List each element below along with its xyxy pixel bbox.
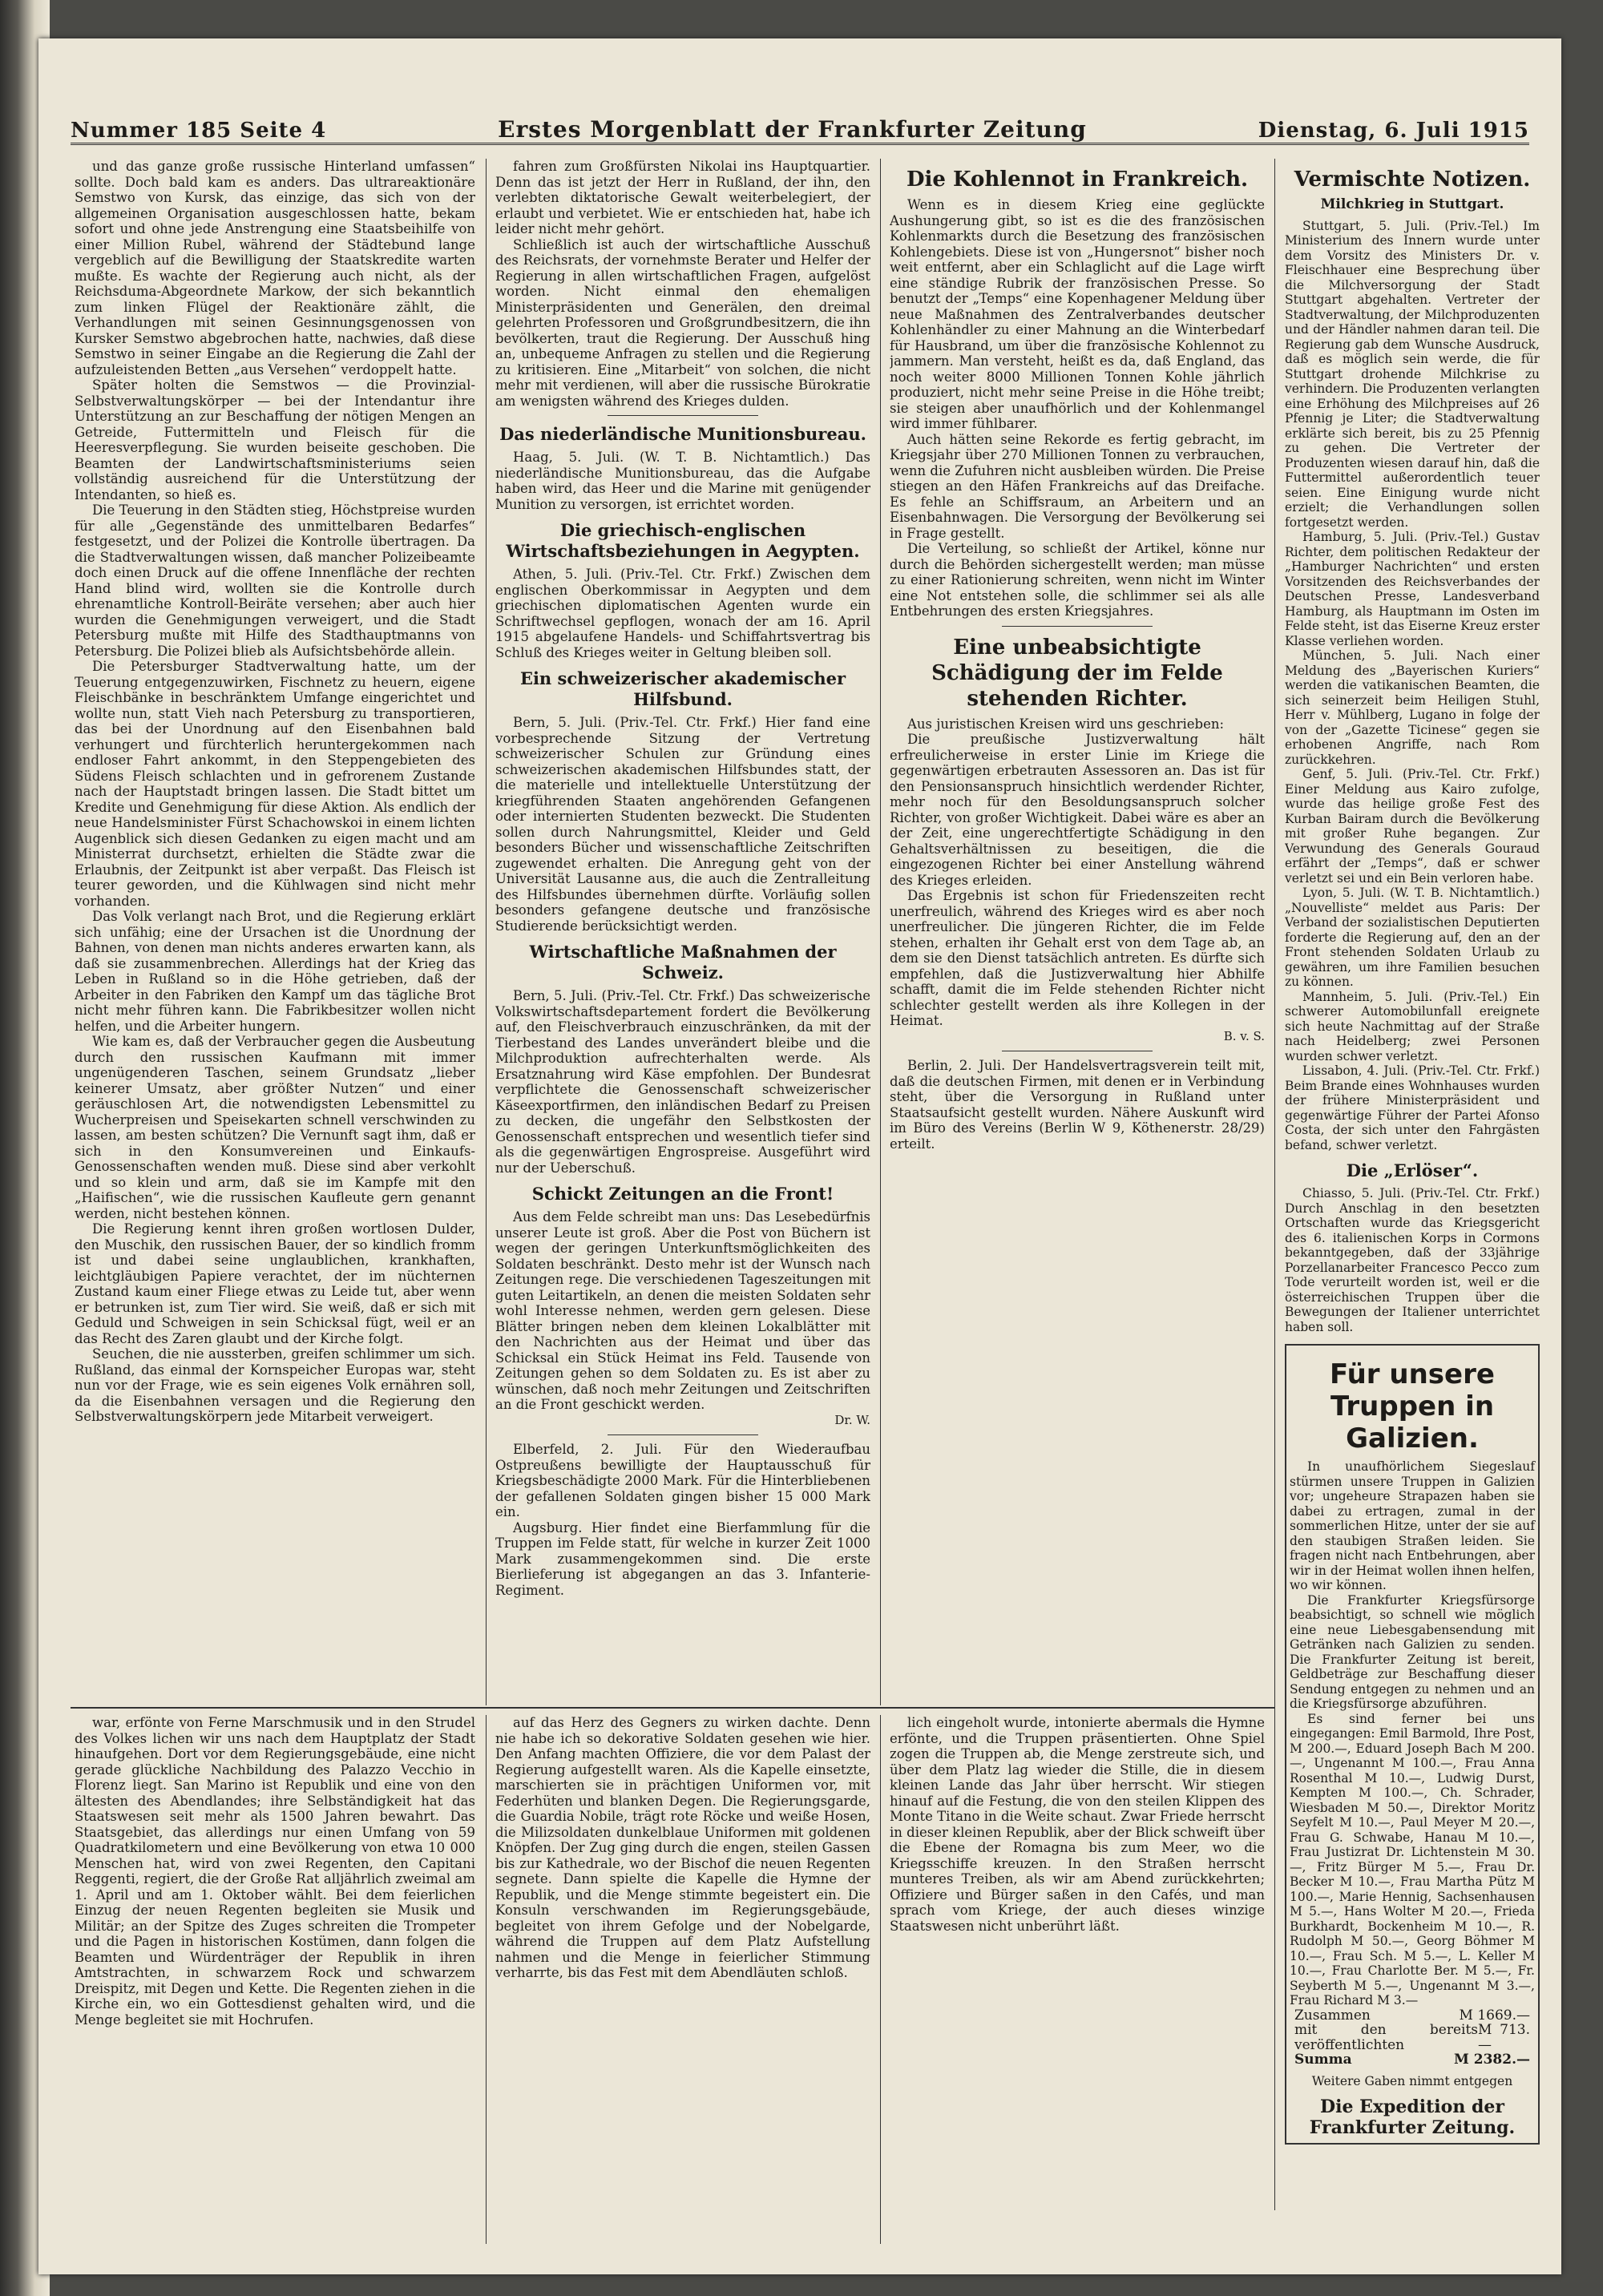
headline-erloeser: Die „Erlöser“.	[1346, 1160, 1479, 1180]
article-paragraph: Haag, 5. Juli. (W. T. B. Nichtamtlich.) Das niederländische Munitionsbureau, das die Aufgabe haben wird, das Heer und die Marine mit genügender Munition zu versorgen, ist errichtet worden.	[495, 450, 870, 512]
article-paragraph: fahren zum Großfürsten Nikolai ins Hauptquartier. Denn das ist jetzt der Herr in Rußland, der ihn, den verlebten diktatorische Gewalt weiterbelegiert, der erlaubt und verbietet. Wie er entschieden hat, habe ich leider nicht mehr gehört.	[495, 159, 870, 236]
lower-column-2	[495, 1715, 870, 2244]
article-paragraph: Bern, 5. Juli. (Priv.-Tel. Ctr. Frkf.) Das schweizerische Volkswirtschaftsdepartement fordert die Bevölkerung auf, den Fleischverbrauch einzuschränken, da mit der Tierbestand des Landes unverändert bleibe und die Milchproduktion aufrechterhalten werde. Als Ersatznahrung wird Käse empfohlen. Der Bundesrat verpflichtete die Genossenschaft schweizerischer Käseexportfirmen, den inländischen Bedarf zu Preisen zu decken, die ungefähr den Selbstkosten der Genossenschaft entsprechen und wesentlich tiefer sind als die gegenwärtigen Engrospreise. Ausgeführt wird nur der Ueberschuß.	[495, 988, 870, 1176]
headline-truppen-galizien: Für unsere Truppen in Galizien.	[1330, 1358, 1495, 1455]
column-rule	[880, 1715, 881, 2244]
article-paragraph: und das ganze große russische Hinterland umfassen“ sollte. Doch bald kam es anders. Das ultrareaktionäre Semstwo von Kursk, das einzige, das sich von der allgemeinen Organisation ausgeschlossen hatte, bekam sofort und ohne jede Anstrengung eine Staatsbeihilfe von einer Million Rubel, während der Städtebund lange vergeblich auf die Bewilligung der Staatskredite warten mußte. Es wachte der Regierung auch nicht, als der Reichsduma-Abgeordnete Markow, der sich bekanntlich zum linken Flügel der Reaktionäre zählt, die Verhandlungen mit seinen Gesinnungsgenossen von Kursker Semstwo abgebrochen hatte, nachwies, daß diese Semstwo in seiner Eingabe an die Regierung die Zahl der aufzuleistenden Betten „aus Versehen“ verdoppelt hatte.	[75, 159, 475, 377]
column-1	[75, 159, 475, 1701]
article-paragraph: München, 5. Juli. Nach einer Meldung des „Bayerischen Kuriers“ werden die vatikanischen Beamten, die sich seinerzeit beim Heiligen Stuhl, Herr v. Mühlberg, Lugano in folge der von der „Gazette Ticinese“ gegen sie erhobenen Angriffe, nach Rom zurückkehren.	[1285, 648, 1540, 767]
article-paragraph: Aus dem Felde schreibt man uns: Das Lesebedürfnis unserer Leute ist groß. Aber die Post von Büchern ist wegen der geringen Unterkunftsmöglichkeiten des Soldaten beschränkt. Desto mehr ist der Wunsch nach Zeitungen rege. Die verschiedenen Tageszeitungen mit guten Leitartikeln, an denen die meisten Soldaten sehr wohl Interesse nehmen, werden gern gelesen. Diese Blätter bringen neben dem kleinen Lokalblätter mit den Nachrichten aus der Heimat und über das Schicksal ein Stück Heimat ins Feld. Tausende von Zeitungen gehen so dem Soldaten zu. Es ist aber zu wünschen, daß noch mehr Zeitungen und Zeitschriften an die Front geschickt werden.	[495, 1209, 870, 1412]
subheadline-milchkrieg: Milchkrieg in Stuttgart.	[1320, 196, 1504, 212]
total-label: Summa	[1294, 2052, 1352, 2068]
article-paragraph: Die Verteilung, so schließt der Artikel, könne nur durch die Behörden sichergestellt werden; man müsse zu einer Rationierung schreiten, wenn nicht im Winter eine Not entstehen solle, die schlimmer sei als alle Entbehrungen des ersten Kriegsjahres.	[890, 541, 1265, 619]
issue-number: Nummer 185 Seite 4	[71, 119, 327, 143]
article-paragraph: Das Ergebnis ist schon für Friedenszeiten recht unerfreulich, während des Krieges wird es aber noch unerfreulicher. Die jüngeren Richter, die im Felde stehen, erhalten ihr Gehalt erst von dem Tage ab, an dem sie den Dienst tatsächlich antreten. Es dürfte sich empfehlen, daß die Justizverwaltung hier Abhilfe schafft, damit die im Felde stehenden Richter nicht schlechter gestellt werden als ihre Kollegen in der Heimat.	[890, 888, 1265, 1028]
issue-date: Dienstag, 6. Juli 1915	[1258, 119, 1529, 143]
column-4	[1285, 159, 1540, 2210]
article-paragraph: Das Volk verlangt nach Brot, und die Regierung erklärt sich unfähig; eine der Ursachen ist die Unordnung der Bahnen, von denen man nichts anderes erwarten kann, als daß sie zusammenbrechen. Allerdings hat der Krieg das Leben in Rußland so in die Höhe getrieben, daß der Arbeiter in den Fabriken den Kampf um das tägliche Brot nicht mehr führen kann. Die Fabrikbesitzer wollen nicht helfen, und die Arbeiter hungern.	[75, 909, 475, 1034]
headline-griechisch-englisch: Die griechisch-englischen Wirtschaftsbeziehungen in Aegypten.	[506, 520, 860, 561]
article-paragraph: Berlin, 2. Juli. Der Handelsvertragsverein teilt mit, daß die deutschen Firmen, mit denen er in Verbindung steht, über die Versorgung in Rußland unter Staatsaufsicht gestellt wurden. Nähere Auskunft wird im Büro des Vereins (Berlin W 9, Köthenerstr. 28/29) erteilt.	[890, 1058, 1265, 1152]
article-paragraph: In unaufhörlichem Siegeslauf stürmen unsere Truppen in Galizien vor; ungeheure Strapazen haben sie dabei zu ertragen, zumal in der sommerlichen Hitze, unter der sie auf den staubigen Straßen leiden. Sie fragen nicht nach Entbehrungen, aber wir in der Heimat wollen ihnen helfen, wo wir können.	[1290, 1459, 1535, 1592]
total-value: M 713.—	[1478, 2022, 1530, 2053]
article-paragraph: Wie kam es, daß der Verbraucher gegen die Ausbeutung durch den russischen Kaufmann mit immer ungenügenderen Taschen, seinem Grundsatz „lieber keinerer Umsatz, aber größter Nutzen“ und einer geräuschlosen Art, die notwendigsten Lebensmittel zu Wucherpreisen und Speisekarten schnell verschwinden zu lassen, am besten schützen? Die Vernunft sagt ihm, daß er sich in den Konsumvereinen und Einkaufs-Genossenschaften wenden muß. Diese sind aber verkohlt und so klein und arm, daß sie im Kampfe mit den „Haifischen“, wie die russischen Kaufleute gern genannt werden, nicht bestehen können.	[75, 1034, 475, 1221]
total-row	[1290, 2052, 1535, 2068]
article-paragraph: Schließlich ist auch der wirtschaftliche Ausschuß des Reichsrats, der vornehmste Berater und Helfer der Regierung in allen wirtschaftlichen Fragen, aufgelöst worden. Nicht einmal den ehemaligen Ministerpräsidenten und Generälen, den dreimal gelehrten Professoren und Großgrundbesitzern, die ihn bevölkerten, traut die Regierung. Der Ausschuß hing an, unbequeme Anfragen zu stellen und die Regierung zu kritisieren. Eine „Mitarbeit“ von solchen, die nicht mehr mit verdienen, will aber die russische Bürokratie am wenigsten während des Krieges dulden.	[495, 236, 870, 409]
article-separator	[608, 1434, 757, 1435]
article-paragraph: Später holten die Semstwos — die Provinzial-Selbstverwaltungskörper — bei der Intendantur ihre Unterstützung an zur Beschaffung der nötigen Mengen an Getreide, Futtermitteln und Fleisch für die Heeresverpflegung. Sie wurden beiseite geschoben. Die Beamten der Landwirtschaftsministeriums seien vollständig ausreichend für die Unterstützung der Intendanten, so hieß es.	[75, 377, 475, 502]
column-rule	[880, 159, 881, 1705]
column-2	[495, 159, 870, 1701]
total-row	[1290, 2008, 1535, 2024]
article-paragraph: Athen, 5. Juli. (Priv.-Tel. Ctr. Frkf.) Zwischen dem englischen Oberkommissar in Aegypten und dem griechischen diplomatischen Agenten wurde ein Schriftwechsel gepflogen, wonach der am 16. April 1915 abgelaufene Handels- und Schiffahrtsvertrag bis Schluß des Krieges weiter in Geltung bleiben soll.	[495, 567, 870, 660]
article-paragraph: Die Petersburger Stadtverwaltung hatte, um der Teuerung entgegenzuwirken, Fischnetz zu heuern, eigene Fleischbänke in beschränktem Umfange eingerichtet und wollte nun, statt Vieh nach Petersburg zu transportieren, das bei der Unordnung auf den Eisenbahnen bald verhungert und fürchterlich heruntergekommen nach endloser Fahrt ankommt, in den Steppengebieten des Südens Fleisch schlachten und in gefrorenem Zustande nach der Hauptstadt bringen lassen. Die Stadt bittet um Kredite und Genehmigung für diese Aktion. Als endlich der neue Handelsminister Fürst Schachowskoi in einem lichten Augenblick sich diesen Gedanken zu eigen macht und am Ministerrat durchsetzt, erhielten die Städte zwar die Erlaubnis, der Zeitpunkt ist aber verpaßt. Das Fleisch ist teurer geworden, und die Kühlwagen sind nicht mehr vorhanden.	[75, 659, 475, 909]
column-rule	[486, 159, 487, 1705]
article-separator	[608, 415, 757, 416]
headline-vermischte-notizen: Vermischte Notizen.	[1294, 167, 1531, 192]
total-row	[1290, 2023, 1535, 2052]
appeal-box	[1285, 1344, 1540, 2145]
newspaper-page	[38, 38, 1561, 2274]
paper-title: Erstes Morgenblatt der Frankfurter Zeitung	[498, 116, 1087, 143]
further-donations-note: Weitere Gaben nimmt entgegen	[1311, 2073, 1513, 2088]
donor-list: Es sind ferner bei uns eingegangen: Emil Barmold, Ihre Post, M 200.—, Eduard Joseph Bach M 200.—, Ungenannt M 100.—, Frau Anna Rosenthal M 10.—, Ludwig Durst, Kempten M 100.—, Ch. Schrader, Wiesbaden M 50.—, Direktor Moritz Seyfelt M 10.—, Paul Meyer M 20.—, Frau G. Schwabe, Hanau M 10.—, Frau Justizrat Dr. Lichtenstein M 30.—, Fritz Bürger M 5.—, Frau Dr. Becker M 10.—, Frau Martha Pütz M 100.—, Marie Hennig, Sachsenhausen M 5.—, Hans Wolter M 20.—, Frieda Burkhardt, Bockenheim M 10.—, R. Rudolph M 50.—, Georg Böhmer M 10.—, Frau Sch. M 5.—, L. Keller M 10.—, Frau Charlotte Ber. M 5.—, Fr. Seyberth M 5.—, Ungenannt M 3.—, Frau Richard M 3.—	[1290, 1711, 1535, 2007]
headline-kohlennot: Die Kohlennot in Frankreich.	[906, 167, 1249, 192]
total-label: Zusammen	[1294, 2007, 1371, 2024]
article-paragraph: Bern, 5. Juli. (Priv.-Tel. Ctr. Frkf.) Hier fand eine vorbesprechende Sitzung der Vertretung schweizerischer Schulen zur Gründung eines schweizerischen akademischen Hilfsbundes statt, der die materielle und intellektuelle Unterstützung der kriegführenden Staaten angehörenden Gefangenen oder internierten Studenten bezweckt. Die Studenten sollen durch Nahrungsmittel, Kleider und Geld besonders Bücher und wissenschaftliche Zeitschriften zugewendet erhalten. Die Anregung geht von der Universität Lausanne aus, die auch die Zentralleitung des Hilfsbundes übernehmen dürfte. Vorläufig sollen besonders gefangene deutsche und französische Studierende berücksichtigt werden.	[495, 715, 870, 934]
lower-column-1	[75, 1715, 475, 2244]
article-paragraph: Wenn es in diesem Krieg eine geglückte Aushungerung gibt, so ist es die des französischen Kohlenmarkts durch die Besetzung des französischen Kohlengebiets. Diese ist von „Hungersnot“ bisher noch weit entfernt, aber ein Schlaglicht auf die Lage wirft eine ständige Rubrik der französischen Presse. So benutzt der „Temps“ eine Kopenhagener Meldung über neue Maßnahmen des Zentralverbandes deutscher Kohlenhändler zu einer Mahnung an die Winterbedarf für Hausbrand, um über die französische Kohlennot zu jammern. Man versteht, heißt es da, daß England, das noch weiter 8000 Millionen Tonnen Kohle jährlich produziert, nicht mehr seine Preise in die Höhe treibt; sie steigen aber unaufhörlich und der Kohlenmangel wird immer fühlbarer.	[890, 197, 1265, 431]
article-paragraph: Lissabon, 4. Juli. (Priv.-Tel. Ctr. Frkf.) Beim Brande eines Wohnhauses wurden der frühere Ministerpräsident und gegenwärtige Führer der Partei Afonso Costa, der sich unter den Fahrgästen befand, schwer verletzt.	[1285, 1063, 1540, 1152]
article-paragraph: Auch hätten seine Rekorde es fertig gebracht, im Kriegsjahr über 270 Millionen Tonnen zu verbrauchen, wenn die Zufuhren nicht ausbleiben würden. Die Preise stiegen an den Häfen Frankreichs auf das Dreifache. Es fehle an Schiffsraum, an Arbeitern und an Eisenbahnwagen. Die Versorgung der Bevölkerung sei in Frage gestellt.	[890, 431, 1265, 541]
masthead	[71, 103, 1529, 145]
headline-hilfsbund: Ein schweizerischer akademischer Hilfsbund.	[519, 668, 846, 709]
article-paragraph: Aus juristischen Kreisen wird uns geschrieben:	[907, 716, 1225, 732]
article-paragraph: Lyon, 5. Juli. (W. T. B. Nichtamtlich.) „Nouvelliste“ meldet aus Paris: Der Verband der sozialistischen Deputierten forderte die Regierung auf, den an der Front stehenden Soldaten Urlaub zu gewähren, um ihre Familien besuchen zu können.	[1285, 886, 1540, 989]
article-paragraph: war, erfönte von Ferne Marschmusik und in den Strudel des Volkes lichen wir uns nach dem Hauptplatz der Stadt hinaufgehen. Dort vor dem Regierungsgebäude, eine nicht gerade glückliche Nachbildung des Palazzo Vecchio in Florenz liegt. San Marino ist Republik und eine von den ältesten des Abendlandes; ihre Selbständigkeit hat das Staatswesen seit mehr als 1500 Jahren bewahrt. Das Staatsgebiet, das allerdings nur einen Umfang von 59 Quadratkilometern und eine Bevölkerung von etwa 10 000 Menschen hat, wird von zwei Regenten, den Capitani Reggenti, regiert, die der Große Rat alljährlich zweimal am 1. April und am 1. Oktober wählt. Bei dem feierlichen Einzug der neuen Regenten begleiten sie Musik und Militär; an der Spitze des Zuges schreiten die Trompeter und die Pagen in historischen Kostümen, dann folgen die Beamten und Würdenträger der Republik in ihren Amtstrachten, in schwarzem Rock und schwarzem Dreispitz, mit Degen und Kette. Die Regenten ziehen in die Kirche ein, wo ein Gottesdienst gehalten wird, und die Menge begleitet sie mit Hochrufen.	[75, 1715, 475, 2028]
article-paragraph: Chiasso, 5. Juli. (Priv.-Tel. Ctr. Frkf.) Durch Anschlag in den besetzten Ortschaften wurde das Kriegsgericht des 6. italienischen Korps in Cormons bekanntgegeben, daß der 33jährige Porzellanarbeiter Francesco Pecco zum Tode verurteilt worden ist, weil er die österreichischen Truppen über die Bewegungen der Italiener unterrichtet haben soll.	[1285, 1186, 1540, 1334]
lower-column-3	[890, 1715, 1265, 2244]
article-paragraph: Stuttgart, 5. Juli. (Priv.-Tel.) Im Ministerium des Innern wurde unter dem Vorsitz des Ministers Dr. v. Fleischhauer eine Besprechung über die Milchversorgung der Stadt Stuttgart abgehalten. Vertreter der Stadtverwaltung, der Milchproduzenten und der Händler nahmen daran teil. Die Regierung gab dem Wunsche Ausdruck, daß es möglich sein werde, die für Stuttgart drohende Milchkrise zu verhindern. Die Produzenten verlangten eine Erhöhung des Milchpreises auf 26 Pfennig je Liter; die Stadtverwaltung erklärte sich bereit, bis zu 25 Pfennig zu gehen. Die Vertreter der Produzenten wiesen darauf hin, daß die Futtermittel außerordentlich teuer seien. Eine Einigung wurde nicht erzielt; die Verhandlungen sollen fortgesetzt werden.	[1285, 218, 1540, 530]
article-paragraph: Die Regierung kennt ihren großen wortlosen Dulder, den Muschik, den russischen Bauer, der so kindlich fromm ist und dabei seine unglaublichen, krankhaften, leichtgläubigen Papiere verachtet, der im nüchternen Zustand kaum einer Fliege etwas zu Leide tut, aber wenn er betrunken ist, zum Tier wird. Sie weiß, daß er sich mit Geduld und Schweigen in sein Schicksal fügt, weil er an das Recht des Zaren glaubt und der Kirche folgt.	[75, 1221, 475, 1346]
article-paragraph: Die Teuerung in den Städten stieg, Höchstpreise wurden für alle „Gegenstände des unmittelbaren Bedarfes“ festgesetzt, und der Polizei die Kontrolle übertragen. Da die Stadtverwaltungen wissen, daß mancher Polizeibeamte doch einen Druck auf die offene Innenfläche der rechten Hand blind wird, wollten sie die Kontrolle durch ehrenamtliche Kontroll-Beiräte versehen; aber auch hier wurden die Genehmigungen verweigert, und die Stadt Petersburg mußte mit Hilfe des Stadthauptmanns von Petersburg. Die Polizei blieb als Aufsichtsbehörde allein.	[75, 502, 475, 659]
column-rule	[486, 1715, 487, 2244]
column-3	[890, 159, 1265, 1701]
article-paragraph: lich eingeholt wurde, intonierte abermals die Hymne erfönte, und die Truppen präsentierten. Ohne Spiel zogen die Truppen ab, die Menge zerstreute sich, und über dem Platz lag wieder die Stille, die in diesem kleinen Lande das Jahr über herrscht. Wir stiegen hinauf auf die Festung, die von den steilen Klippen des Monte Titano in die Weite schaut. Zwar Friede herrscht in dieser kleinen Republik, aber der Blick schweift über die Ebene der Romagna bis zum Meer, wo die Kriegsschiffe kreuzen. In den Straßen herrscht munteres Treiben, als wir am Abend zurückkehrten; Offiziere und Bürger saßen in den Cafés, und man sprach vom Kriege, der auch dieses winzige Staatswesen nicht unberührt läßt.	[890, 1715, 1265, 1934]
article-paragraph: Elberfeld, 2. Juli. Für den Wiederaufbau Ostpreußens bewilligte der Hauptausschuß für Kriegsbeschädigte 2000 Mark. Für die Hinterbliebenen der gefallenen Soldaten gingen bisher 15 000 Mark ein.	[495, 1442, 870, 1519]
article-paragraph: Genf, 5. Juli. (Priv.-Tel. Ctr. Frkf.) Einer Meldung aus Kairo zufolge, wurde das heilige große Fest des Kurban Bairam durch die Bevölkerung mit großer Ruhe begangen. Zur Verwundung des Generals Gouraud erfährt der „Temps“, daß er schwer verletzt sei und ein Bein verloren habe.	[1285, 767, 1540, 886]
total-label: mit den bereits veröffentlichten	[1294, 2022, 1479, 2053]
headline-zeitungen-front: Schickt Zeitungen an die Front!	[531, 1184, 834, 1204]
section-divider	[71, 1707, 1274, 1709]
headline-schweiz: Wirtschaftliche Maßnahmen der Schweiz.	[529, 942, 837, 983]
column-rule	[1274, 159, 1275, 2210]
article-paragraph: Mannheim, 5. Juli. (Priv.-Tel.) Ein schwerer Automobilunfall ereignete sich heute Nachmittag auf der Straße nach Heidelberg; zwei Personen wurden schwer verletzt.	[1285, 989, 1540, 1063]
headline-munitionsbureau: Das niederländische Munitionsbureau.	[499, 424, 866, 444]
total-value: M 1669.—	[1459, 2007, 1530, 2024]
author-signature: Dr. W.	[834, 1412, 870, 1427]
expedition-signoff: Die Expedition der Frankfurter Zeitung.	[1309, 2096, 1516, 2138]
headline-richter: Eine unbeabsichtigte Schädigung der im Felde stehenden Richter.	[931, 635, 1223, 711]
article-paragraph: Die Frankfurter Kriegsfürsorge beabsichtigt, so schnell wie möglich eine neue Liebesgabensendung mit Getränken nach Galizien zu senden. Die Frankfurter Zeitung ist bereit, Geldbeträge zur Beschaffung dieser Sendung entgegen zu nehmen und an die Kriegsfürsorge abzuführen.	[1290, 1592, 1535, 1711]
author-signature: B. v. S.	[1223, 1028, 1265, 1043]
total-value: M 2382.—	[1454, 2052, 1530, 2068]
article-paragraph: Die preußische Justizverwaltung hält erfreulicherweise in erster Linie im Kriege die gegenwärtigen erbetrauten Assessoren an. Das ist für den Pensionsanspruch hinsichtlich werdender Richter, mehr noch für den Besoldungsanspruch solcher Richter, von großer Wichtigkeit. Dabei wäre es aber an der Zeit, eine ungerechtfertigte Schädigung in den Gehaltsverhältnissen zu beseitigen, die die eingezogenen Richter bei einer Anstellung während des Krieges erleiden.	[890, 732, 1265, 888]
article-separator	[1002, 626, 1152, 627]
article-paragraph: Augsburg. Hier findet eine Bierfammlung für die Truppen im Felde statt, für welche in kurzer Zeit 1000 Mark zusammengekommen sind. Die erste Bierlieferung ist abgegangen an das 3. Infanterie-Regiment.	[495, 1519, 870, 1598]
article-paragraph: auf das Herz des Gegners zu wirken dachte. Denn nie habe ich so dekorative Soldaten gesehen wie hier. Den Anfang machten Offiziere, die vor dem Palast der Regierung aufgestellt waren. Als die Kapelle einsetzte, marschierten sie in prächtigen Uniformen vor, mit Federhüten und blanken Degen. Die Regierungsgarde, die Guardia Nobile, trägt rote Röcke und weiße Hosen, die Milizsoldaten dunkelblaue Uniformen mit goldenen Knöpfen. Der Zug ging durch die engen, steilen Gassen bis zur Kathedrale, wo der Bischof die neuen Regenten segnete. Dann spielte die Kapelle die Hymne der Republik, und die Menge stimmte begeistert ein. Die Konsuln verschwanden im Regierungsgebäude, begleitet von ihrem Gefolge und der Nobelgarde, während die Truppen auf dem Platz Aufstellung nahmen und die Menge in feierlicher Stimmung verharrte, bis das Fest mit dem Abendläuten schloß.	[495, 1715, 870, 1980]
article-paragraph: Hamburg, 5. Juli. (Priv.-Tel.) Gustav Richter, dem politischen Redakteur der „Hamburger Nachrichten“ und ersten Vorsitzenden des Reichsverbandes der Deutschen Presse, Landesverband Hamburg, als Hauptmann im Osten im Felde steht, ist das Eiserne Kreuz erster Klasse verliehen worden.	[1285, 530, 1540, 648]
article-paragraph: Seuchen, die nie aussterben, greifen schlimmer um sich. Rußland, das einmal der Kornspeicher Europas war, steht nun vor der Frage, wie es sein eigenes Volk ernähren soll, da die Eisenbahnen versagen und die Regierung den Selbstverwaltungskörpern jede Mitarbeit verweigert.	[75, 1346, 475, 1424]
